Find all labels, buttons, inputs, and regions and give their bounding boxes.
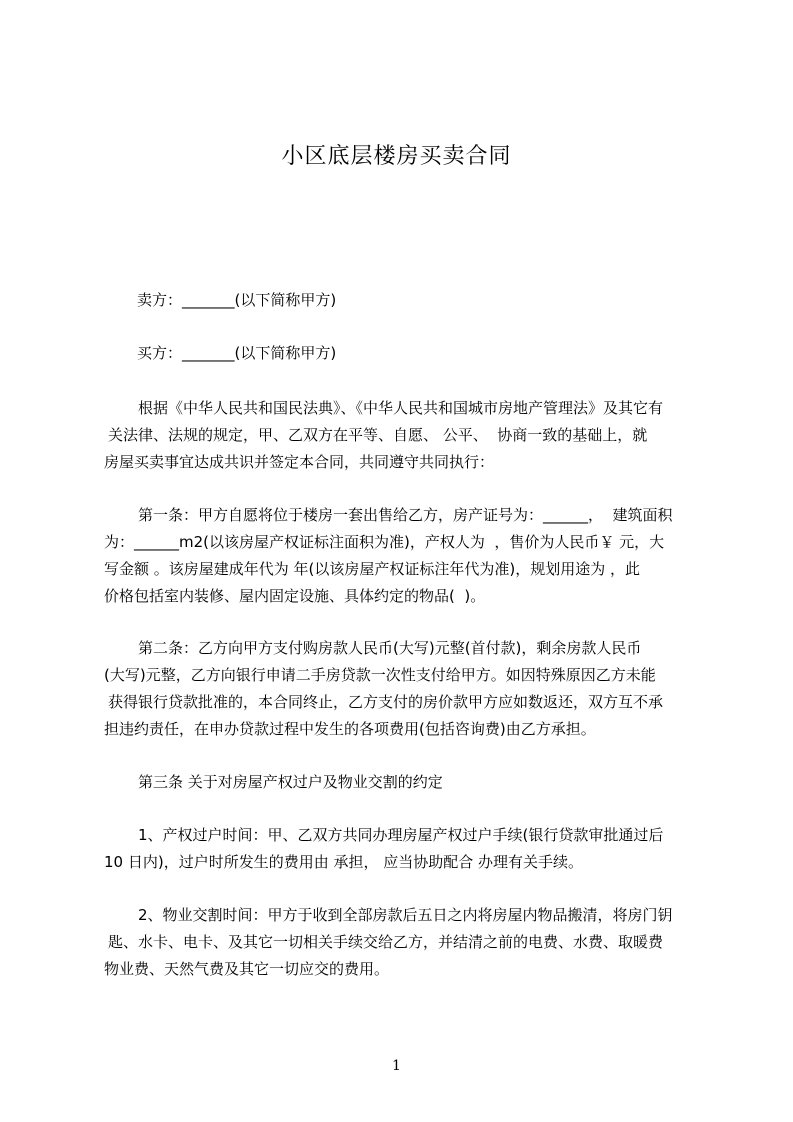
clause-2-line-3: 物业费、天然气费及其它一切应交的费用。 bbox=[104, 960, 390, 978]
article-1-line-3: 写金额 。该房屋建成年代为 年(以该房屋产权证标注年代为准)，规划用途为 ，此 bbox=[104, 560, 641, 578]
page-number: 1 bbox=[392, 1058, 401, 1074]
clause-1-line-2: 10 日内)，过户时所发生的费用由 承担， 应当协助配合 办理有关手续。 bbox=[104, 853, 584, 871]
buyer-line: 买方：_______(以下简称甲方) bbox=[137, 344, 337, 362]
article-2-line-1: 第二条：乙方向甲方支付购房款人民币(大写)元整(首付款)，剩余房款人民币 bbox=[138, 639, 642, 657]
preamble-line-1: 根据《中华人民共和国民法典》、《中华人民共和国城市房地产管理法》及其它有 bbox=[138, 399, 664, 417]
article-2-line-3: 获得银行贷款批准的，本合同终止，乙方支付的房价款甲方应如数返还，双方互不承 bbox=[108, 693, 664, 711]
clause-2-line-1: 2、物业交割时间：甲方于收到全部房款后五日之内将房屋内物品搬清，将房门钥 bbox=[138, 906, 673, 924]
clause-2-line-2: 匙、水卡、电卡、及其它一切相关手续交给乙方，并结清之前的电费、水费、取暖费 bbox=[108, 933, 664, 951]
article-1-line-2: 为：______m2(以该房屋产权证标注面积为准)，产权人为 ，售价为人民币￥ 元，大 bbox=[104, 533, 665, 551]
article-1-line-4: 价格包括室内装修、屋内固定设施、具体约定的物品( )。 bbox=[104, 587, 486, 605]
clause-1-line-1: 1、产权过户时间：甲、乙双方共同办理房屋产权过户手续(银行贷款审批通过后 bbox=[138, 826, 664, 844]
article-3-heading: 第三条 关于对房屋产权过户及物业交割的约定 bbox=[138, 773, 443, 791]
article-2-line-4: 担违约责任，在申办贷款过程中发生的各项费用(包括咨询费)由乙方承担。 bbox=[104, 720, 596, 738]
seller-line: 卖方：_______(以下简称甲方) bbox=[137, 291, 337, 309]
preamble-line-2: 关法律、法规的规定，甲、乙双方在平等、自愿、 公平、 协商一致的基础上，就 bbox=[108, 426, 648, 444]
preamble-line-3: 房屋买卖事宜达成共识并签定本合同，共同遵守共同执行： bbox=[104, 453, 495, 471]
article-2-line-2: (大写)元整，乙方向银行申请二手房贷款一次性支付给甲方。如因特殊原因乙方未能 bbox=[104, 666, 656, 684]
document-title: 小区底层楼房买卖合同 bbox=[281, 144, 512, 169]
article-1-line-1: 第一条：甲方自愿将位于楼房一套出售给乙方，房产证号为：______， 建筑面积 bbox=[138, 506, 673, 524]
